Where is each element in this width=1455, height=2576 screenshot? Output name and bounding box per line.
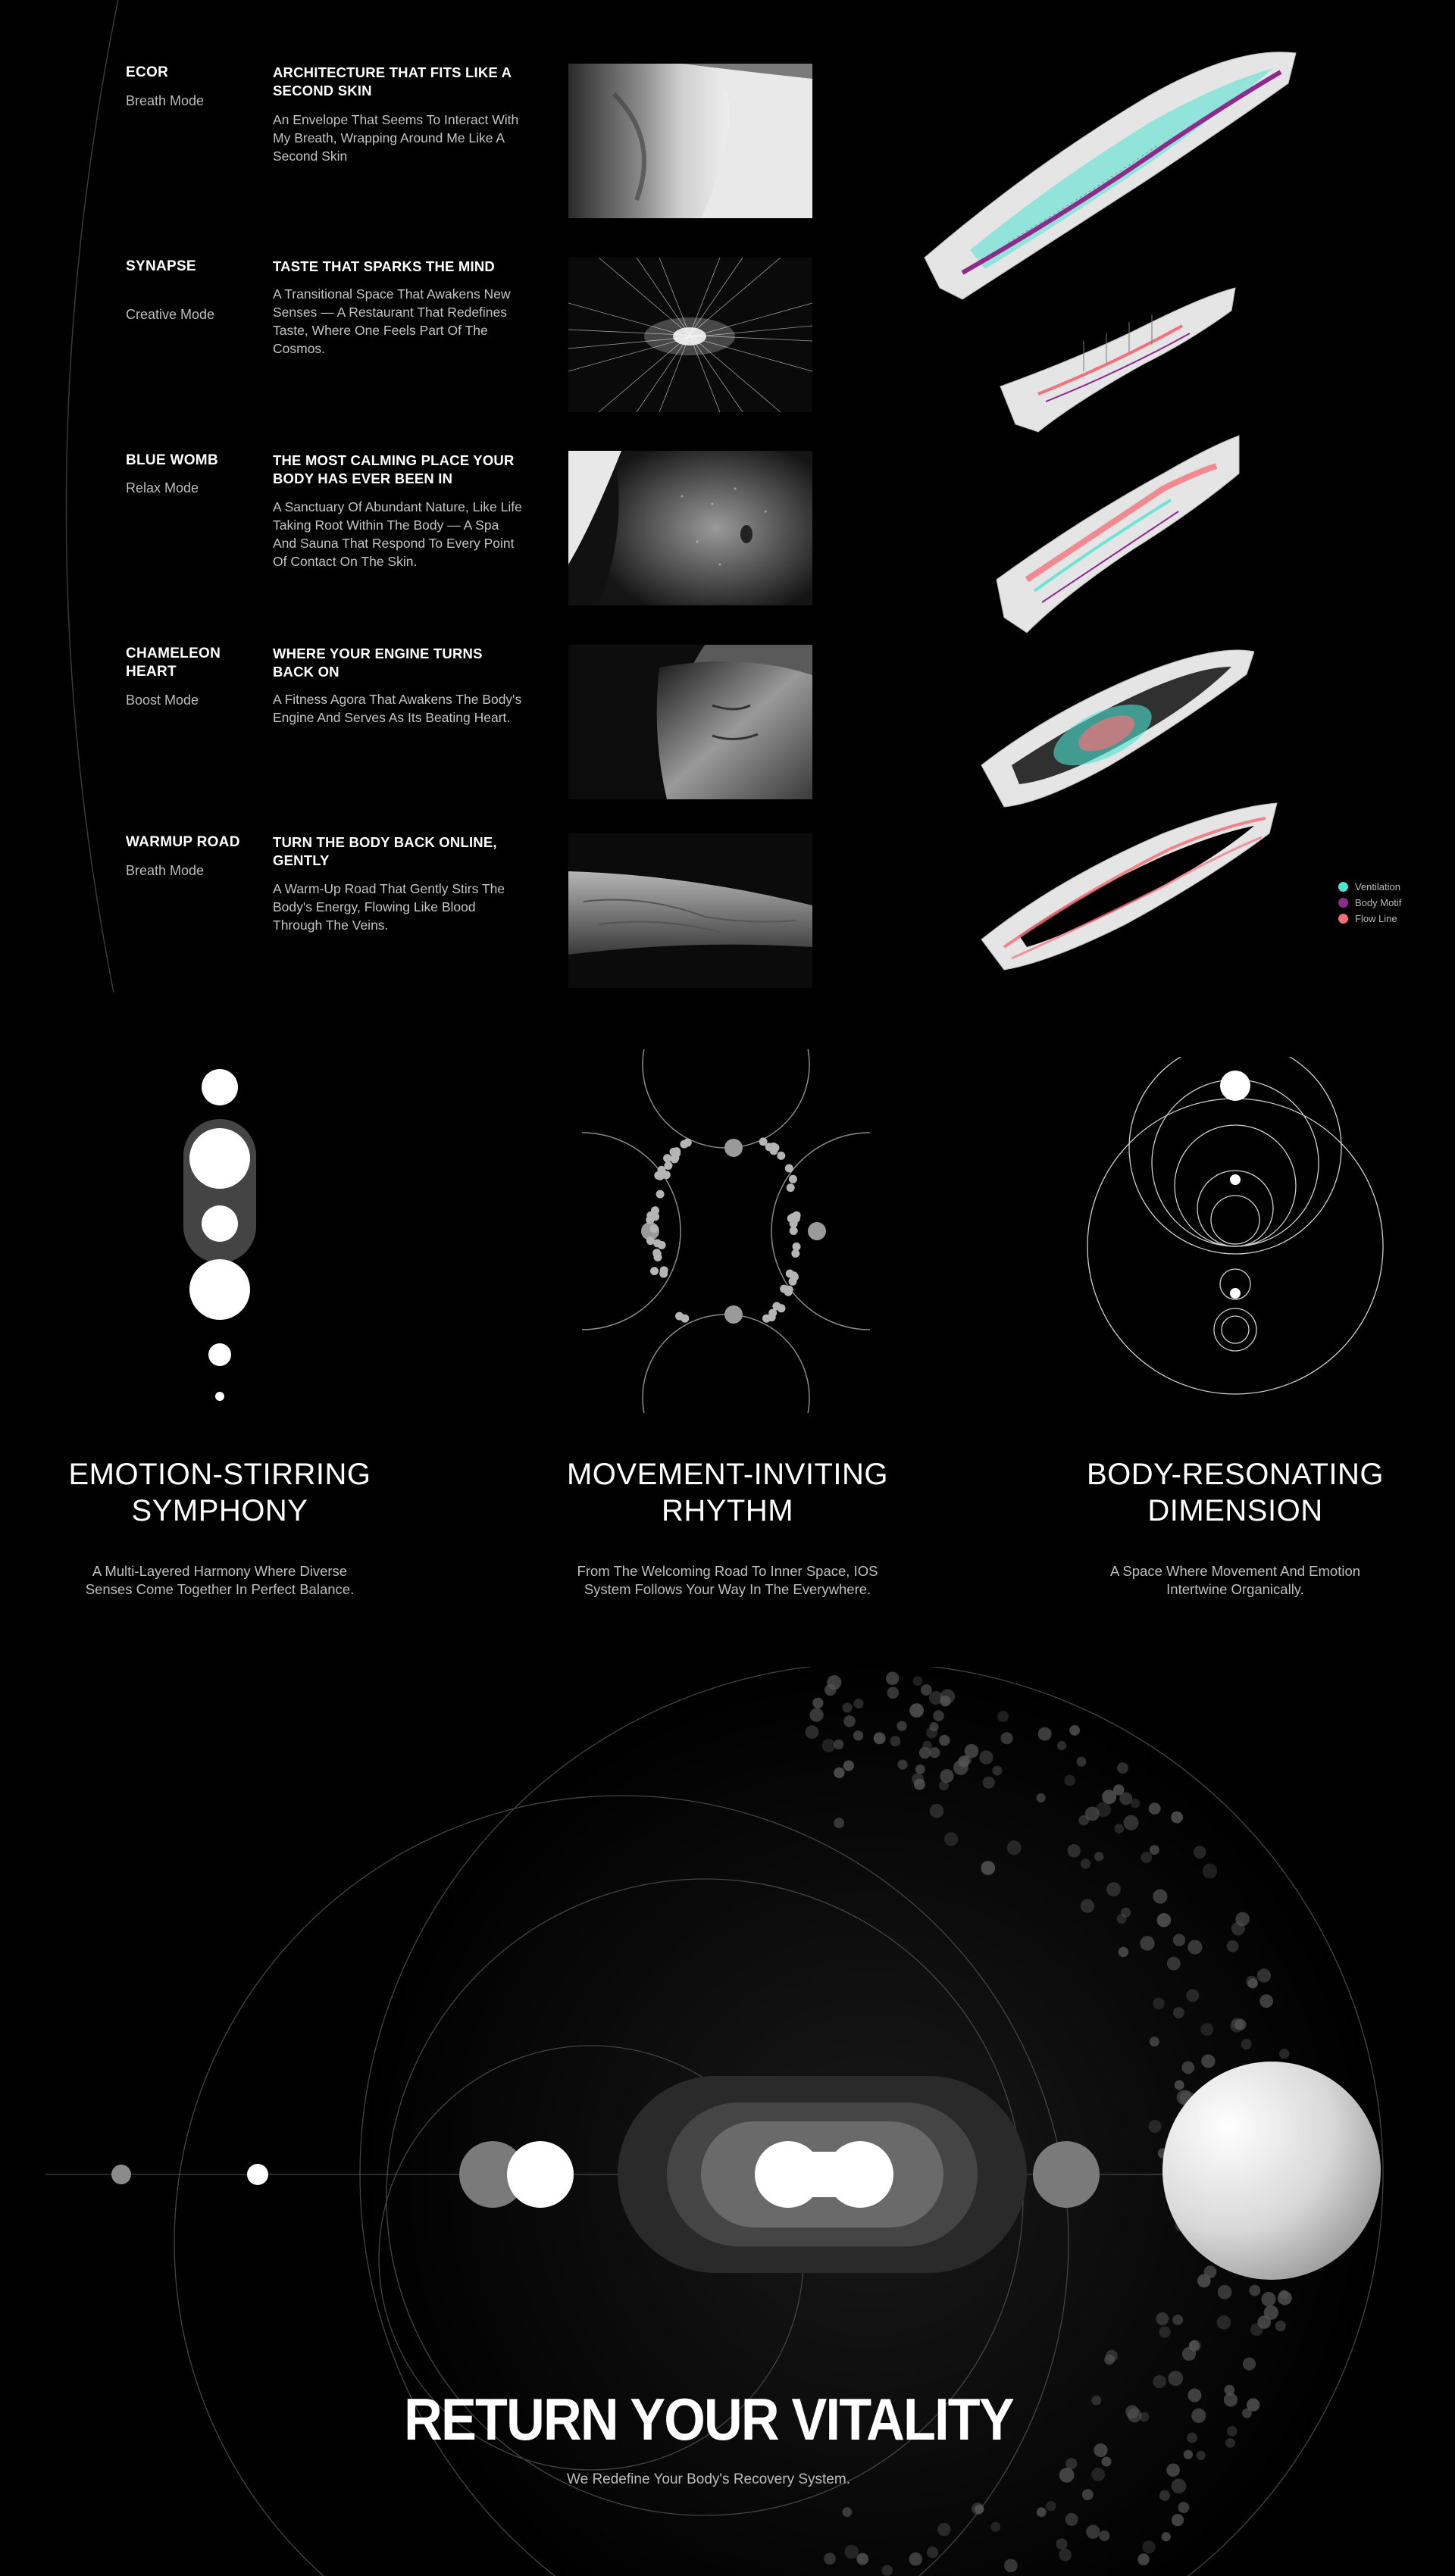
decorative-dot — [993, 1766, 1003, 1776]
decorative-dot — [979, 1750, 993, 1764]
decorative-dot — [1259, 1994, 1273, 2008]
decorative-dot — [1159, 2326, 1170, 2337]
decorative-dot — [1117, 1762, 1128, 1774]
mode-photo-abdomen — [568, 645, 812, 799]
decorative-dot — [1246, 1976, 1258, 1988]
decorative-dot — [981, 1861, 995, 1875]
rhythm-dot — [684, 1139, 692, 1147]
decorative-dot — [1217, 2315, 1231, 2330]
concept-title-line: BODY-RESONATING — [1086, 1458, 1384, 1491]
rhythm-dot — [789, 1277, 797, 1286]
decorative-dot — [1218, 2285, 1232, 2299]
decorative-dot — [896, 1721, 906, 1731]
model-blue-womb — [966, 428, 1247, 640]
decorative-dot — [827, 1675, 841, 1690]
concept-description-line: A Space Where Movement And Emotion — [1109, 1563, 1361, 1579]
decorative-dot — [843, 1702, 853, 1712]
mode-description: A Warm-Up Road That Gently Stirs The Body's Energy, Flowing Like Blood Through The Veins. — [273, 881, 505, 933]
decorative-dot — [844, 2545, 859, 2559]
decorative-dot — [1102, 2457, 1112, 2467]
mode-name: SYNAPSE — [126, 258, 196, 274]
mode-name: CHAMELEON HEART — [126, 646, 221, 680]
decorative-dot — [1257, 1968, 1271, 1982]
rhythm-dot — [671, 1154, 679, 1162]
legend-swatch — [1338, 914, 1348, 924]
decorative-dot — [1173, 1934, 1185, 1946]
mode-headline: THE MOST CALMING PLACE YOUR BODY HAS EVER BEEN IN — [273, 452, 515, 486]
decorative-dot — [886, 1672, 899, 1685]
decorative-dot — [1153, 1890, 1167, 1904]
mode-type: Relax Mode — [126, 480, 199, 496]
decorative-dot — [1172, 2315, 1183, 2325]
decorative-dot — [1241, 2039, 1252, 2049]
decorative-dot — [1243, 2358, 1256, 2371]
concept-title — [1008, 1456, 1455, 1529]
decorative-dot — [1114, 1824, 1124, 1834]
decorative-dot — [1172, 2514, 1184, 2526]
decorative-dot — [1275, 2321, 1286, 2331]
decorative-dot — [1081, 1899, 1094, 1913]
decorative-dot — [930, 1722, 939, 1731]
decorative-dot — [1157, 1913, 1172, 1927]
mode-headline: ARCHITECTURE THAT FITS LIKE A SECOND SKIN — [273, 64, 512, 98]
concept-description — [500, 1562, 955, 1599]
rhythm-dot — [791, 1249, 799, 1258]
model-legend — [1338, 879, 1401, 927]
dimension-graphic — [1084, 1057, 1387, 1405]
rhythm-dot — [659, 1270, 668, 1278]
rhythm-dot — [675, 1312, 684, 1321]
decorative-dot — [822, 1739, 836, 1752]
rhythm-dot — [765, 1143, 774, 1151]
decorative-dot — [890, 1736, 901, 1746]
concept-title — [0, 1456, 447, 1529]
rhythm-dot — [654, 1171, 662, 1180]
decorative-dot — [1279, 2049, 1289, 2059]
decorative-dot — [930, 1804, 944, 1818]
decorative-dot — [1140, 1936, 1154, 1950]
decorative-dot — [887, 1687, 900, 1699]
rhythm-graphic — [582, 1049, 870, 1413]
legend-swatch — [1338, 882, 1348, 892]
decorative-dot — [909, 2553, 923, 2566]
concept-description — [0, 1562, 447, 1599]
decorative-dot — [1001, 1732, 1013, 1744]
decorative-dot — [914, 1779, 925, 1790]
decorative-dot — [843, 2507, 853, 2517]
decorative-dot — [834, 1768, 844, 1778]
mode-type: Boost Mode — [126, 692, 199, 708]
decorative-dot — [915, 1765, 925, 1774]
decorative-dot — [1162, 2532, 1171, 2541]
decorative-dot — [1106, 1882, 1121, 1896]
decorative-dot — [933, 1710, 944, 1721]
decorative-dot — [927, 2546, 938, 2558]
decorative-dot — [1057, 1741, 1066, 1750]
decorative-dot — [1064, 1775, 1075, 1787]
decorative-dot — [1037, 1793, 1046, 1802]
decorative-dot — [1173, 2007, 1184, 2018]
decorative-dot — [1068, 1844, 1081, 1857]
model-chameleon-heart — [974, 636, 1254, 811]
decorative-dot — [812, 1698, 823, 1708]
decorative-dot — [1007, 1840, 1022, 1855]
decorative-dot — [1094, 1852, 1103, 1861]
concept-description-line: Senses Come Together In Perfect Balance. — [85, 1581, 355, 1597]
mode-photo-arm — [568, 833, 812, 988]
decorative-dot — [1065, 2513, 1078, 2526]
decorative-dot — [1175, 2080, 1184, 2090]
decorative-dot — [1182, 2062, 1195, 2074]
decorative-dot — [1086, 2525, 1100, 2539]
decorative-dot — [929, 1747, 940, 1758]
decorative-dot — [1153, 1998, 1164, 2009]
decorative-dot — [810, 1708, 824, 1722]
decorative-dot — [1102, 1790, 1116, 1804]
decorative-dot — [1056, 2538, 1067, 2549]
mode-photo-light-burst — [568, 258, 812, 412]
legend-item-body-motif — [1338, 895, 1401, 911]
decorative-dot — [1082, 2489, 1094, 2500]
decorative-dot — [1171, 1812, 1183, 1824]
decorative-dot — [1124, 1815, 1139, 1830]
concept-title — [500, 1456, 955, 1529]
concept-title-line: RHYTHM — [661, 1494, 794, 1527]
decorative-dot — [975, 2505, 984, 2514]
concept-title-line: SYMPHONY — [131, 1494, 308, 1527]
mode-type: Breath Mode — [126, 93, 205, 108]
decorative-dot — [1201, 2054, 1215, 2068]
mode-headline: TASTE THAT SPARKS THE MIND — [273, 258, 495, 274]
concept-description-line: From The Welcoming Road To Inner Space, IOS — [577, 1563, 878, 1579]
concept-title-line: EMOTION-STIRRING — [68, 1458, 371, 1491]
decorative-dot — [853, 1730, 863, 1740]
decorative-dot — [929, 1691, 943, 1705]
decorative-dot — [897, 1760, 907, 1770]
decorative-dot — [1081, 1859, 1090, 1868]
decorative-dot — [1278, 2291, 1292, 2306]
mode-headline: TURN THE BODY BACK ONLINE, GENTLY — [273, 834, 497, 868]
concept-title-line: MOVEMENT-INVITING — [566, 1458, 889, 1491]
rhythm-dot — [646, 1236, 655, 1245]
mode-type: Breath Mode — [126, 863, 205, 878]
mode-description: A Transitional Space That Awakens New Senses — A Restaurant That Redefines Taste, Where One Feels Part Of The Cosmos. — [273, 286, 511, 356]
rhythm-dot — [789, 1175, 797, 1183]
decorative-dot — [1137, 2553, 1150, 2565]
decorative-dot — [1167, 1957, 1181, 1971]
decorative-dot — [1037, 2507, 1047, 2517]
decorative-dot — [1182, 2347, 1196, 2361]
decorative-dot — [909, 1703, 924, 1718]
decorative-dot — [944, 1832, 958, 1846]
legend-label: Flow Line — [1355, 913, 1397, 924]
mode-headline: WHERE YOUR ENGINE TURNS BACK ON — [273, 646, 483, 680]
model-synapse — [993, 280, 1243, 439]
decorative-dot — [856, 2553, 868, 2565]
decorative-dot — [1159, 2490, 1170, 2501]
decorative-dot — [1187, 1940, 1202, 1954]
concept-description-line: System Follows Your Way In The Everywhere. — [584, 1581, 871, 1597]
decorative-dot — [1099, 2531, 1109, 2541]
legend-label: Ventilation — [1355, 881, 1400, 893]
decorative-dot — [1046, 2501, 1056, 2511]
rhythm-dot — [787, 1183, 795, 1192]
rhythm-dot — [663, 1154, 671, 1162]
decorative-dot — [1150, 2037, 1159, 2046]
decorative-dot — [1203, 1864, 1218, 1879]
decorative-dot — [1261, 2292, 1275, 2306]
decorative-dot — [1004, 2559, 1018, 2572]
decorative-dot — [937, 2523, 950, 2536]
mode-name: ECOR — [126, 64, 169, 80]
decorative-dot — [913, 1676, 923, 1686]
decorative-dot — [1156, 2312, 1169, 2325]
decorative-dot — [1119, 1947, 1128, 1957]
legend-item-ventilation — [1338, 879, 1401, 895]
hero-title: RETURN YOUR VITALITY — [404, 2386, 1013, 2453]
decorative-dot — [1149, 1802, 1161, 1815]
model-warmup-road — [974, 796, 1284, 977]
legend-swatch — [1338, 898, 1348, 908]
concept-description-line: Intertwine Organically. — [1166, 1581, 1304, 1597]
rhythm-dot — [790, 1227, 798, 1235]
decorative-dot — [1186, 1989, 1199, 2002]
decorative-dot — [997, 1711, 1009, 1722]
legend-label: Body Motif — [1355, 897, 1402, 908]
decorative-dot — [990, 2522, 1000, 2532]
decorative-dot — [1149, 2120, 1162, 2133]
decorative-dot — [940, 1769, 953, 1783]
concept-description — [1008, 1562, 1455, 1599]
decorative-dot — [1257, 2315, 1271, 2329]
rhythm-dot — [777, 1152, 785, 1160]
decorative-dot — [1121, 1908, 1131, 1918]
decorative-dot — [854, 1699, 864, 1708]
decorative-dot — [874, 1732, 886, 1744]
mode-description: A Fitness Agora That Awakens The Body's Engine And Serves As Its Beating Heart. — [273, 692, 522, 725]
mode-photo-torso — [568, 451, 812, 605]
decorative-dot — [1059, 2549, 1072, 2562]
decorative-dot — [1142, 2540, 1155, 2553]
decorative-dot — [806, 1725, 819, 1739]
decorative-dot — [939, 1735, 950, 1746]
decorative-dot — [1096, 1802, 1111, 1817]
decorative-dot — [824, 2553, 836, 2565]
mode-description: An Envelope That Seems To Interact With My Breath, Wrapping Around Me Like A Second Skin — [273, 112, 519, 164]
decorative-dot — [1038, 1727, 1052, 1741]
rhythm-dot — [785, 1286, 793, 1294]
decorative-dot — [1131, 1799, 1141, 1809]
mode-type: Creative Mode — [126, 307, 215, 322]
decorative-dot — [1200, 2023, 1213, 2036]
mode-name: WARMUP ROAD — [126, 834, 240, 850]
rhythm-dot — [646, 1216, 654, 1224]
decorative-dot — [1168, 2371, 1183, 2386]
decorative-dot — [1178, 2502, 1189, 2513]
concept-description-line: A Multi-Layered Harmony Where Diverse — [92, 1563, 348, 1579]
decorative-dot — [843, 1760, 854, 1771]
decorative-dot — [1197, 2274, 1211, 2288]
hero-subtitle: We Redefine Your Body's Recovery System. — [567, 2471, 850, 2487]
rhythm-dot — [656, 1190, 665, 1199]
model-ecor — [917, 30, 1303, 303]
rhythm-dot — [664, 1161, 672, 1170]
rhythm-dot — [785, 1165, 793, 1173]
rhythm-dot — [658, 1241, 666, 1249]
decorative-dot — [1150, 1845, 1159, 1855]
decorative-dot — [1194, 1846, 1206, 1859]
rhythm-dot — [792, 1215, 800, 1223]
decorative-dot — [1249, 2285, 1260, 2296]
decorative-dot — [1077, 1757, 1087, 1767]
decorative-dot — [953, 1760, 968, 1775]
legend-item-flow-line — [1338, 911, 1401, 927]
concept-title-line: DIMENSION — [1147, 1494, 1323, 1527]
rhythm-dot — [650, 1267, 659, 1275]
decorative-dot — [843, 1715, 856, 1727]
mode-description: A Sanctuary Of Abundant Nature, Like Life Taking Root Within The Body — A Spa And Sauna That Respond To Every Point Of Contact On The Skin. — [273, 499, 522, 569]
decorative-dot — [882, 2565, 893, 2575]
rhythm-dot — [649, 1224, 658, 1233]
rhythm-dot — [772, 1302, 781, 1311]
mode-name: BLUE WOMB — [126, 452, 218, 468]
decorative-dot — [1141, 1852, 1152, 1863]
decorative-dot — [1231, 1922, 1245, 1936]
decorative-dot — [1106, 2350, 1118, 2362]
decorative-dot — [1227, 1940, 1239, 1952]
decorative-dot — [834, 1740, 843, 1749]
decorative-dot — [834, 1818, 844, 1828]
decorative-dot — [1234, 2019, 1246, 2030]
decorative-dot — [1069, 1725, 1080, 1736]
decorative-dot — [921, 1684, 932, 1696]
decorative-dot — [983, 1777, 995, 1789]
rhythm-dot — [652, 1249, 661, 1257]
symphony-graphic — [167, 1057, 273, 1413]
